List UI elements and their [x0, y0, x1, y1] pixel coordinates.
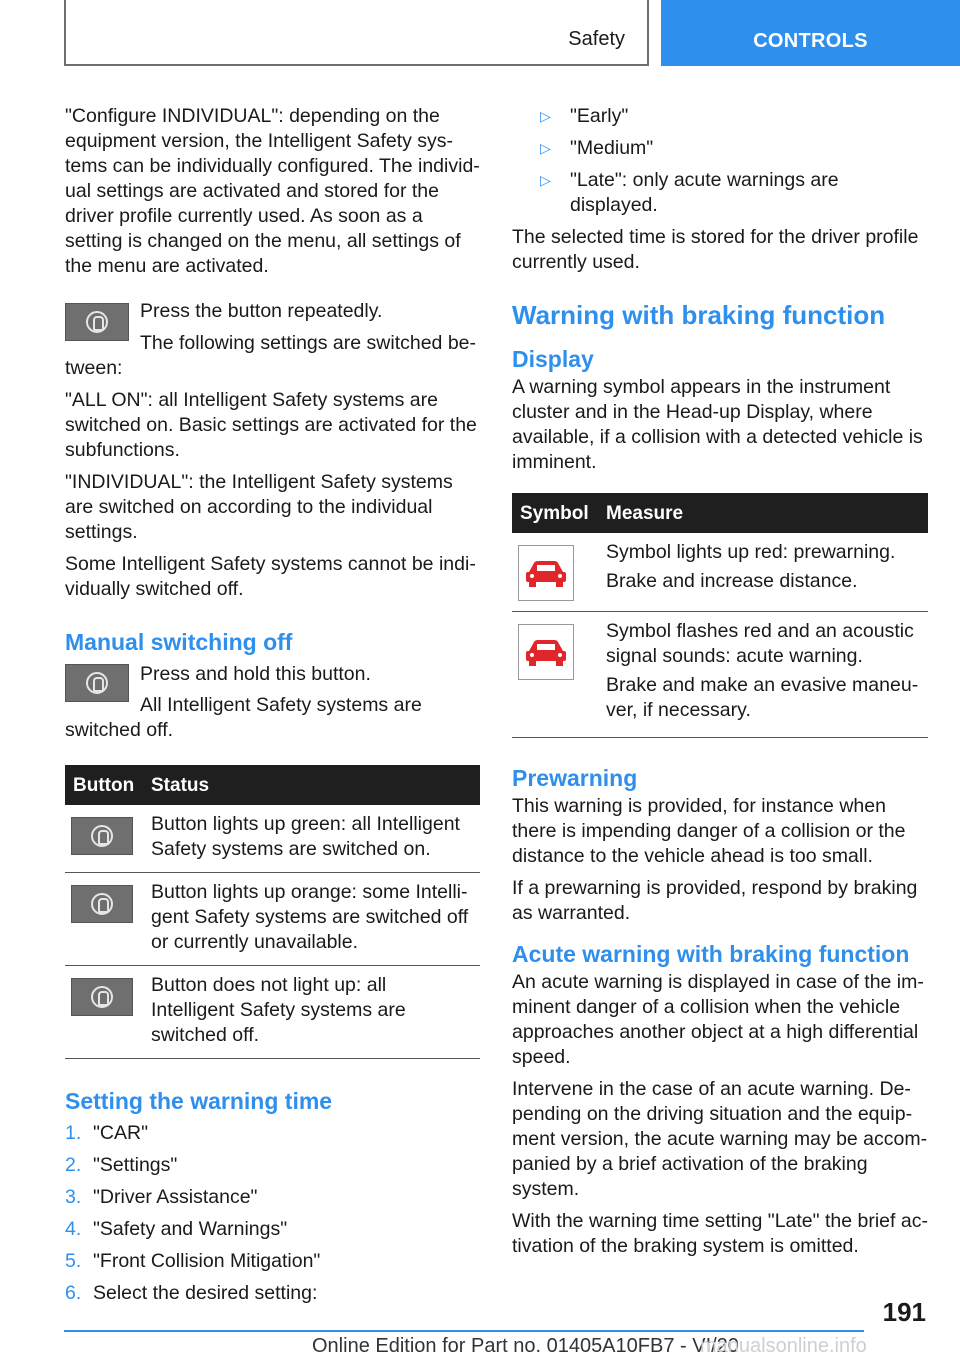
header-chapter-tab[interactable]: CONTROLS — [661, 0, 960, 66]
table-row — [512, 612, 928, 738]
warning-time-options — [512, 104, 928, 218]
page-number: 191 — [882, 1297, 926, 1327]
left-column — [65, 104, 480, 1313]
press-repeat-block — [65, 299, 480, 365]
column-header-button: Button — [65, 765, 143, 805]
list-item: 5. "Front Collision Mitigation" — [65, 1250, 321, 1272]
intelligent-safety-icon — [86, 311, 108, 333]
column-header-symbol: Symbol — [512, 493, 598, 533]
acute-text: With the warning time setting "Late" the brief activation of the braking system is omitted. — [512, 1210, 928, 1257]
symbol-measure-table — [512, 493, 928, 738]
header-box — [64, 0, 649, 66]
list-item: ▷ "Medium" — [540, 137, 654, 159]
button-green-image — [71, 817, 133, 855]
triangle-bullet-icon: ▷ — [540, 140, 551, 156]
stored-text: The selected time is stored for the driver profile currently used. — [512, 226, 919, 273]
list-item: 1. "CAR" — [65, 1122, 149, 1144]
prewarning-text: If a prewarning is provided, respond by braking as warranted. — [512, 877, 918, 924]
button-orange-image — [71, 885, 133, 923]
status-cell: Button does not light up: all Intelligent Safety systems are switched off. — [143, 966, 480, 1059]
list-item: ▷ "Late": only acute warnings are displayed. — [540, 169, 839, 216]
footer-edition: Online Edition for Part no. 01405A10FB7 - VI/20 — [312, 1335, 739, 1357]
intelligent-safety-icon — [91, 825, 113, 847]
triangle-bullet-icon: ▷ — [540, 172, 551, 188]
intelligent-safety-button-image — [65, 303, 129, 341]
setting-warning-time-heading: Setting the warning time — [65, 1088, 333, 1114]
button-off-image — [71, 978, 133, 1016]
all-on-text: "ALL ON": all Intelligent Safety systems are switched on. Basic settings are activated for the subfunctions. — [65, 389, 477, 461]
list-item: 4. "Safety and Warnings" — [65, 1218, 288, 1240]
table-row — [512, 533, 928, 612]
warning-braking-heading: Warning with braking function — [512, 300, 886, 330]
intelligent-safety-icon — [91, 986, 113, 1008]
footer-watermark: manualsonline.info — [700, 1335, 867, 1357]
measure-text: Brake and increase distance. — [606, 570, 858, 592]
button-status-table — [65, 765, 480, 1059]
intelligent-safety-button-image — [65, 664, 129, 702]
header-section-title: Safety — [568, 28, 625, 50]
footer-divider — [64, 1330, 864, 1332]
status-cell: Button lights up orange: some Intelligent Safety systems are switched off or currently unavailable. — [143, 873, 480, 966]
intelligent-safety-icon — [91, 893, 113, 915]
press-hold-block — [65, 662, 480, 702]
measure-text: Symbol flashes red and an acoustic signal sounds: acute warning. — [606, 620, 914, 667]
table-row — [65, 873, 480, 966]
acute-text: Intervene in the case of an acute warning. Depending on the driving situation and the equipment version, the acute warning may be accompanied by a brief activation of the braking system. — [512, 1078, 928, 1200]
column-header-status: Status — [143, 765, 480, 805]
list-item: 3. "Driver Assistance" — [65, 1186, 258, 1208]
column-header-measure: Measure — [598, 493, 928, 533]
manual-switching-heading: Manual switching off — [65, 629, 293, 655]
press-hold-text: Press and hold this button. — [140, 663, 371, 685]
measure-text: Brake and make an evasive maneuver, if necessary. — [606, 674, 919, 721]
list-item: 2. "Settings" — [65, 1154, 178, 1176]
measure-text: Symbol lights up red: prewarning. — [606, 541, 896, 563]
right-column — [512, 104, 928, 1266]
switched-between-text: The following settings are switched between: — [65, 332, 477, 379]
collision-warning-car-icon — [518, 545, 574, 601]
configure-paragraph: "Configure INDIVIDUAL": depending on the equipment version, the Intelligent Safety systems can be individually configured. The individual settings are activated and stored for the driver profile currently used. As soon as a setting is changed on the menu, all settings of the menu are activated. — [65, 105, 480, 277]
table-row — [65, 805, 480, 873]
acute-text: An acute warning is displayed in case of the imminent danger of a collision when the vehicle approaches another object at a high differential speed. — [512, 971, 924, 1068]
some-cannot-text: Some Intelligent Safety systems cannot be individually switched off. — [65, 553, 476, 600]
prewarning-text: This warning is provided, for instance when there is impending danger of a collision or the distance to the vehicle ahead is too small. — [512, 795, 906, 867]
list-item: ▷ "Early" — [540, 105, 629, 127]
table-row — [65, 966, 480, 1059]
intelligent-safety-icon — [86, 672, 108, 694]
display-text: A warning symbol appears in the instrument cluster and in the Head-up Display, where available, if a collision with a detected vehicle is imminent. — [512, 376, 923, 473]
status-cell: Button lights up green: all Intelligent Safety systems are switched on. — [143, 805, 480, 873]
display-heading: Display — [512, 346, 594, 372]
press-repeat-text: Press the button repeatedly. — [140, 300, 383, 322]
prewarning-heading: Prewarning — [512, 765, 638, 791]
all-off-text: All Intelligent Safety systems are switched off. — [65, 694, 422, 741]
steps-list — [65, 1121, 480, 1306]
list-item: 6. Select the desired setting: — [65, 1282, 318, 1304]
triangle-bullet-icon: ▷ — [540, 108, 551, 124]
collision-warning-car-icon — [518, 624, 574, 680]
individual-text: "INDIVIDUAL": the Intelligent Safety systems are switched on according to the individual settings. — [65, 471, 453, 543]
acute-warning-heading: Acute warning with braking function — [512, 941, 910, 967]
